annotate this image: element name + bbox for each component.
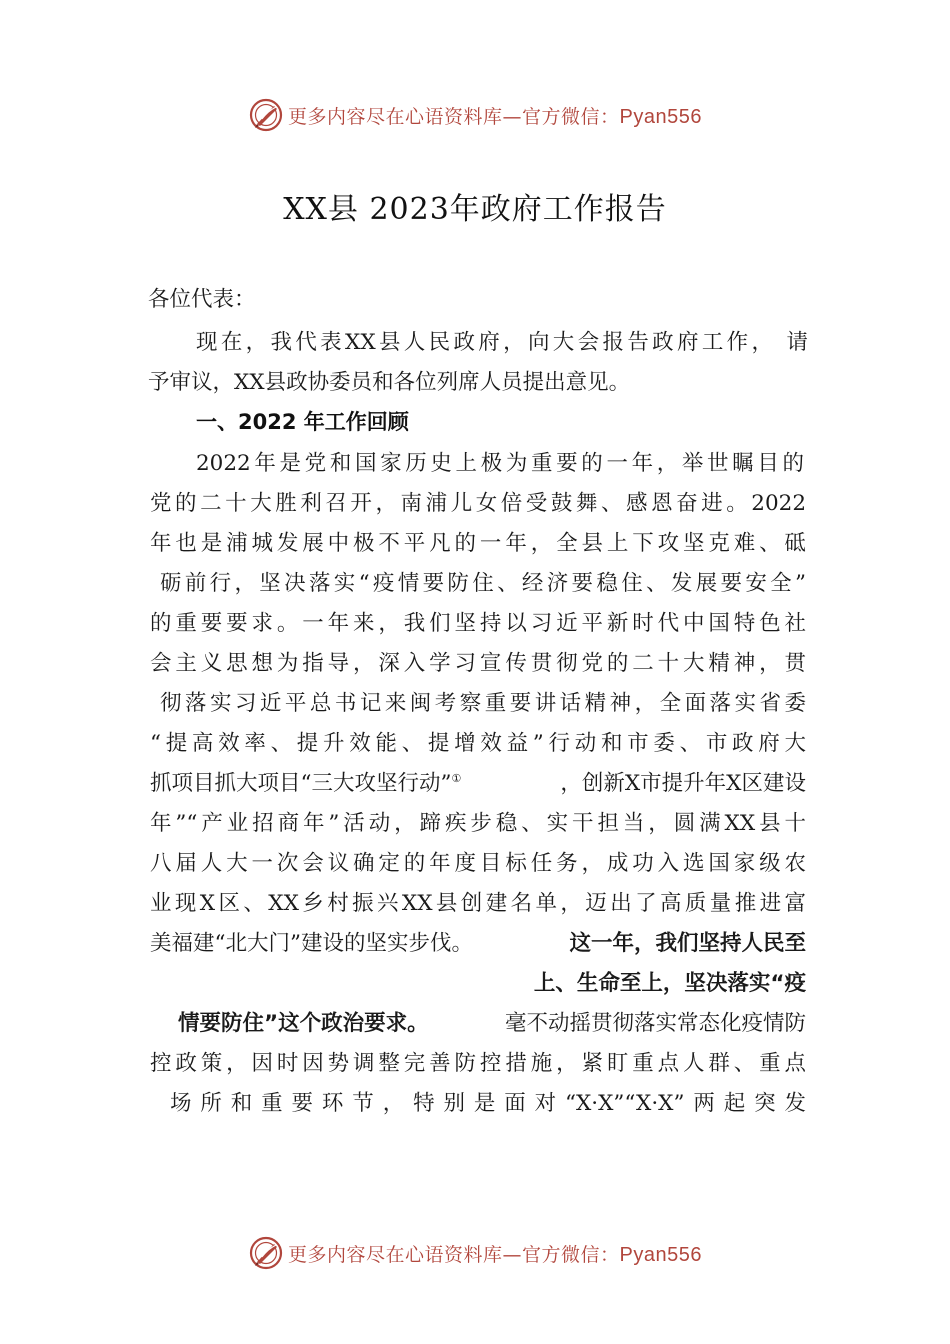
body-line: 业现X区、XX乡村振兴XX县创建名单，迈出了高质量推进富	[150, 891, 806, 916]
section-heading: 一、2022 年工作回顾	[196, 410, 409, 434]
body-line: 年”“产业招商年”活动，蹄疾步稳、实干担当，圆满XX县十	[150, 811, 806, 836]
watermark-header	[0, 93, 950, 137]
salutation: 各位代表：	[148, 287, 256, 312]
pen-quill-logo-icon	[248, 97, 284, 133]
body-text: 抓项目抓大项目“三大攻坚行动”	[150, 771, 452, 796]
bold-emphasis: 情要防住”这个政治要求。	[178, 1011, 429, 1036]
body-line: 控政策，因时因势调整完善防控措施，紧盯重点人群、重点	[150, 1051, 806, 1076]
body-text: 毫不动摇贯彻落实常态化疫情防	[504, 1011, 806, 1036]
body-text: ，创新X市提升年X区建设	[560, 771, 806, 796]
pen-quill-logo-icon	[248, 1235, 284, 1271]
intro-line-2: 予审议，XX县政协委员和各位列席人员提出意见。	[148, 370, 631, 395]
body-line-mixed	[178, 1004, 806, 1044]
watermark-text: 更多内容尽在心语资料库—官方微信：	[288, 105, 620, 128]
watermark-text: 更多内容尽在心语资料库—官方微信：	[288, 1243, 620, 1266]
body-line: 彻落实习近平总书记来闽考察重要讲话精神，全面落实省委	[160, 691, 806, 716]
body-line: 党的二十大胜利召开，南浦儿女倍受鼓舞、感恩奋进。2022	[150, 491, 806, 516]
body-text: 美福建“北大门”建设的坚实步伐。	[150, 931, 473, 956]
body-line: “提高效率、提升效能、提增效益”行动和市委、市政府大	[150, 731, 806, 756]
body-line-with-footnote	[150, 764, 806, 804]
intro-line-1: 现在，我代表XX县人民政府，向大会报告政府工作， 请	[196, 330, 808, 355]
body-line-mixed	[150, 924, 806, 964]
body-line: 砺前行，坚决落实“疫情要防住、经济要稳住、发展要安全”	[160, 571, 806, 596]
body-line: 八届人大一次会议确定的年度目标任务，成功入选国家级农	[150, 851, 806, 876]
body-line: 2022年是党和国家历史上极为重要的一年，举世瞩目的	[196, 451, 804, 476]
watermark-wechat-id: Pyan556	[619, 105, 702, 128]
page-title: XX县 2023年政府工作报告	[283, 192, 667, 227]
body-line: 年也是浦城发展中极不平凡的一年，全县上下攻坚克难、砥	[150, 531, 806, 556]
bold-emphasis: 上、生命至上，坚决落实“疫	[533, 971, 806, 996]
body-line: 场所和重要环节，特别是面对“X·X”“X·X”两起突发	[170, 1091, 806, 1116]
watermark-wechat-id: Pyan556	[619, 1243, 702, 1266]
bold-emphasis: 这一年，我们坚持人民至	[569, 931, 806, 956]
watermark-footer	[0, 1231, 950, 1275]
body-line: 的重要要求。一年来，我们坚持以习近平新时代中国特色社	[150, 611, 806, 636]
body-line: 会主义思想为指导，深入学习宣传贯彻党的二十大精神，贯	[150, 651, 806, 676]
footnote-marker: ①	[451, 772, 462, 785]
